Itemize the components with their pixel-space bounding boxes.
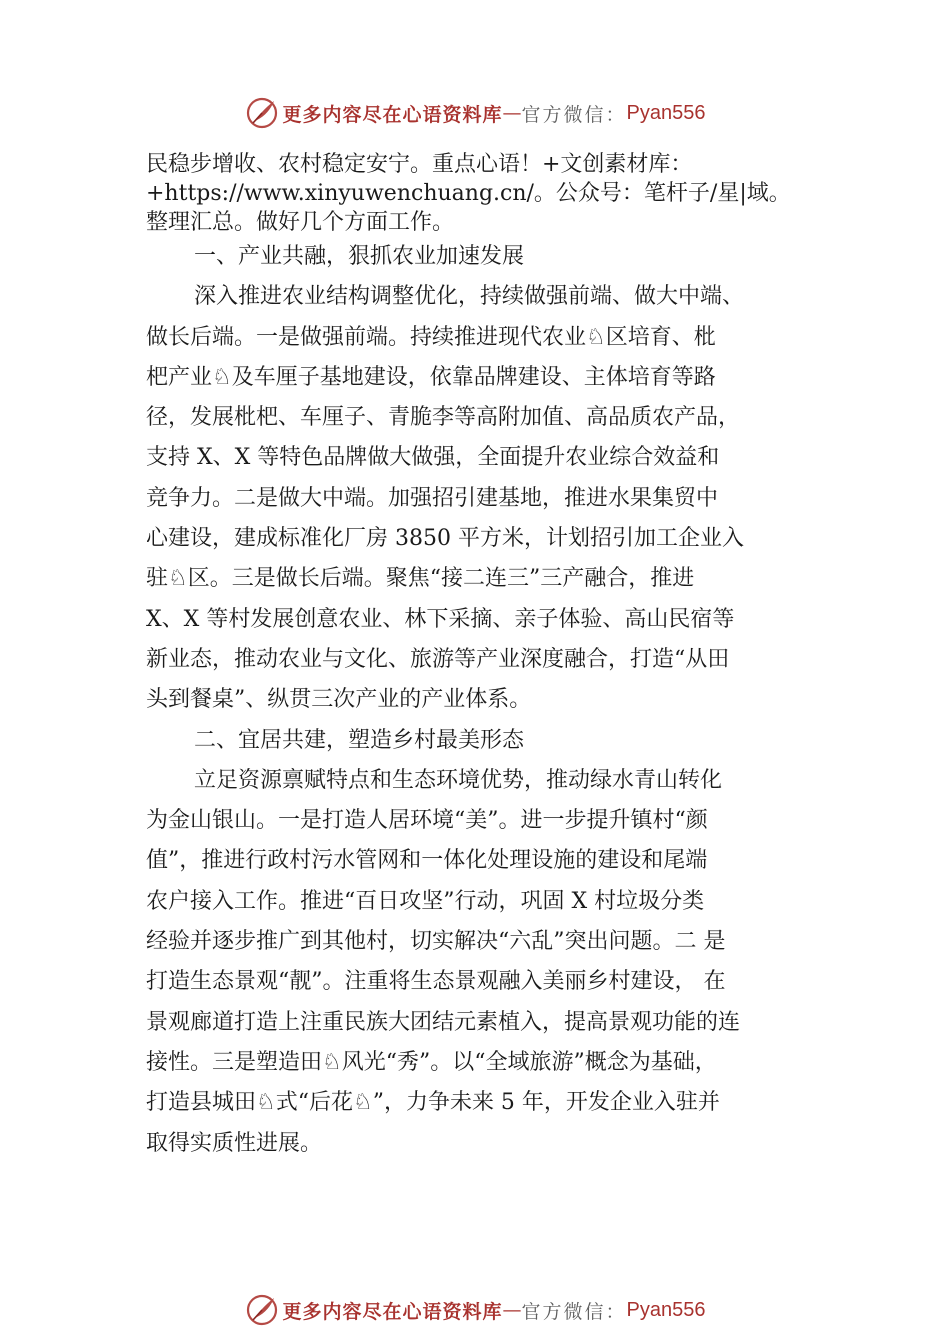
paragraph-line: 景观廊道打造上注重民族大团结元素植入，提高景观功能的连 (146, 1009, 741, 1035)
paragraph-line: 整理汇总。做好几个方面工作。 (146, 210, 455, 235)
banner-wechat-handle: Pyan556 (626, 101, 706, 124)
banner-main-text: 更多内容尽在心语资料库 (282, 103, 503, 126)
paragraph-line: 打造县城田♘式“后花♘”，力争未来 5 年，开发企业入驻并 (146, 1090, 720, 1116)
section-heading-1: 一、产业共融，狠抓农业加速发展 (194, 244, 525, 269)
banner-wechat-label: 官方微信： (521, 1300, 627, 1323)
section-heading-2: 二、宜居共建，塑造乡村最美形态 (194, 727, 525, 753)
paragraph-line: 接性。三是塑造田♘风光“秀”。以“全域旅游”概念为基础， (146, 1049, 717, 1075)
paragraph-line: 支持 X、X 等特色品牌做大做强，全面提升农业综合效益和 (146, 445, 720, 471)
paragraph-line: 为金山银山。一是打造人居环境“美”。进一步提升镇村“颜 (146, 808, 708, 834)
document-body (146, 150, 846, 1164)
banner-dash: — (502, 1299, 522, 1321)
banner-wechat-label: 官方微信： (521, 103, 627, 126)
feather-pen-logo-icon (245, 1293, 279, 1327)
paragraph-line: 经验并逐步推广到其他村，切实解决“六乱”突出问题。二 是 (146, 929, 726, 955)
paragraph-line: X、X 等村发展创意农业、林下采摘、亲子体验、高山民宿等 (146, 606, 735, 632)
paragraph-line: 深入推进农业结构调整优化，持续做强前端、做大中端、 (194, 284, 745, 310)
paragraph-line: 值”，推进行政村污水管网和一体化处理设施的建设和尾端 (146, 848, 708, 874)
paragraph-line: 杷产业♘及车厘子基地建设，依靠品牌建设、主体培育等路 (146, 364, 716, 390)
paragraph-line: +https://www.xinyuwenchuang.cn/。公众号：笔杆子/星|域。 (146, 181, 791, 206)
banner-wechat-handle: Pyan556 (626, 1298, 706, 1321)
paragraph-line: 立足资源禀赋特点和生态环境优势，推动绿水青山转化 (194, 767, 723, 793)
paragraph-line: 打造生态景观“靓”。注重将生态景观融入美丽乡村建设， 在 (146, 969, 726, 995)
paragraph-line: 做长后端。一是做强前端。持续推进现代农业♘区培育、枇 (146, 324, 716, 350)
paragraph-line: 农户接入工作。推进“百日攻坚”行动，巩固 X 村垃圾分类 (146, 888, 705, 914)
paragraph-line: 径，发展枇杷、车厘子、青脆李等高附加值、高品质农产品， (146, 405, 741, 431)
paragraph-line: 驻♘区。三是做长后端。聚焦“接二连三”三产融合，推进 (146, 566, 695, 592)
paragraph-line: 民稳步增收、农村稳定安宁。重点心语！+文创素材库： (146, 152, 693, 177)
paragraph-line: 新业态，推动农业与文化、旅游等产业深度融合，打造“从田 (146, 646, 730, 672)
paragraph-line: 心建设，建成标准化厂房 3850 平方米，计划招引加工企业入 (146, 526, 744, 552)
header-watermark-banner (0, 93, 950, 133)
paragraph-line: 头到餐桌”、纵贯三次产业的产业体系。 (146, 687, 532, 713)
banner-dash: — (502, 102, 522, 124)
paragraph-line: 竞争力。二是做大中端。加强招引建基地，推进水果集贸中 (146, 485, 719, 511)
banner-main-text: 更多内容尽在心语资料库 (282, 1300, 503, 1323)
footer-watermark-banner (0, 1290, 950, 1330)
paragraph-line: 取得实质性进展。 (146, 1130, 323, 1156)
feather-pen-logo-icon (245, 96, 279, 130)
